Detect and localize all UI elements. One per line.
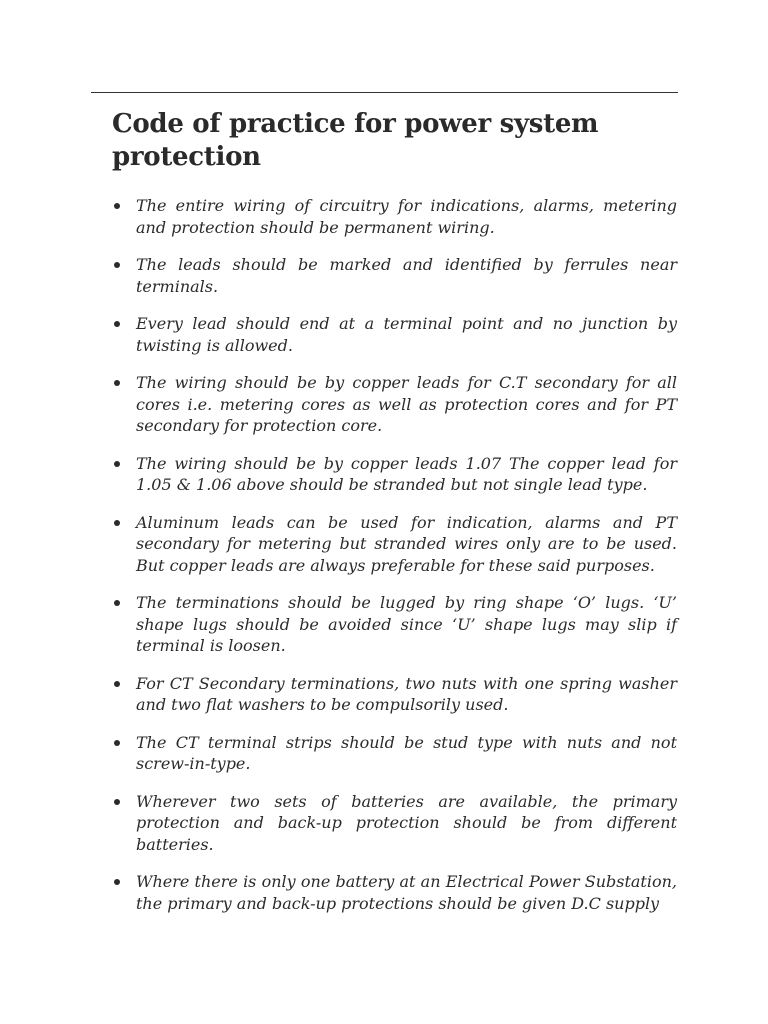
bullet-icon bbox=[114, 879, 120, 885]
bullet-icon bbox=[114, 262, 120, 268]
bullet-icon bbox=[114, 600, 120, 606]
list-item-text: Every lead should end at a terminal point and no junction by twisting is allowed. bbox=[136, 314, 677, 355]
list-item-text: For CT Secondary terminations, two nuts with one spring washer and two flat washers to be compulsorily used. bbox=[136, 673, 677, 714]
bullet-icon bbox=[114, 740, 120, 746]
list-item-text: The entire wiring of circuitry for indications, alarms, metering and protection should be permanent wiring. bbox=[136, 196, 677, 237]
list-item bbox=[112, 195, 677, 238]
page-title: Code of practice for power system protection bbox=[112, 109, 599, 172]
list-item bbox=[112, 871, 677, 914]
list-item bbox=[112, 592, 677, 657]
list-item-text: The terminations should be lugged by ring shape ‘O’ lugs. ‘U’ shape lugs should be avoided since ‘U’ shape lugs may slip if terminal is loosen. bbox=[136, 593, 677, 655]
list-item bbox=[112, 313, 677, 356]
list-item-text: Where there is only one battery at an Electrical Power Substation, the primary and back-up protections should be given D.C supply bbox=[136, 872, 677, 913]
bullet-icon bbox=[114, 380, 120, 386]
list-item-text: Wherever two sets of batteries are available, the primary protection and back-up protection should be from different batteries. bbox=[136, 791, 677, 854]
bullet-icon bbox=[114, 520, 120, 526]
bullet-icon bbox=[114, 681, 120, 687]
header-rule bbox=[91, 92, 678, 93]
list-item bbox=[112, 673, 677, 716]
list-item-text: The leads should be marked and identified by ferrules near terminals. bbox=[136, 255, 677, 296]
bullet-icon bbox=[114, 203, 120, 209]
list-item bbox=[112, 512, 677, 577]
list-item bbox=[112, 453, 677, 496]
list-item bbox=[112, 791, 677, 856]
list-item-text: The wiring should be by copper leads for C.T secondary for all cores i.e. metering cores as well as protection cores and for PT secondary for protection core. bbox=[136, 373, 677, 435]
list-item-text: The wiring should be by copper leads 1.07 The copper lead for 1.05 & 1.06 above should be stranded but not single lead type. bbox=[136, 453, 677, 494]
bullet-icon bbox=[114, 321, 120, 327]
list-item bbox=[112, 732, 677, 775]
list-item bbox=[112, 372, 677, 437]
bullet-icon bbox=[114, 461, 120, 467]
list-item bbox=[112, 254, 677, 297]
list-item-text: The CT terminal strips should be stud type with nuts and not screw-in-type. bbox=[136, 732, 677, 773]
list-item-text: Aluminum leads can be used for indication, alarms and PT secondary for metering but stranded wires only are to be used. But copper leads are always preferable for these said purposes. bbox=[136, 512, 677, 575]
bullet-list bbox=[112, 195, 677, 913]
bullet-icon bbox=[114, 799, 120, 805]
